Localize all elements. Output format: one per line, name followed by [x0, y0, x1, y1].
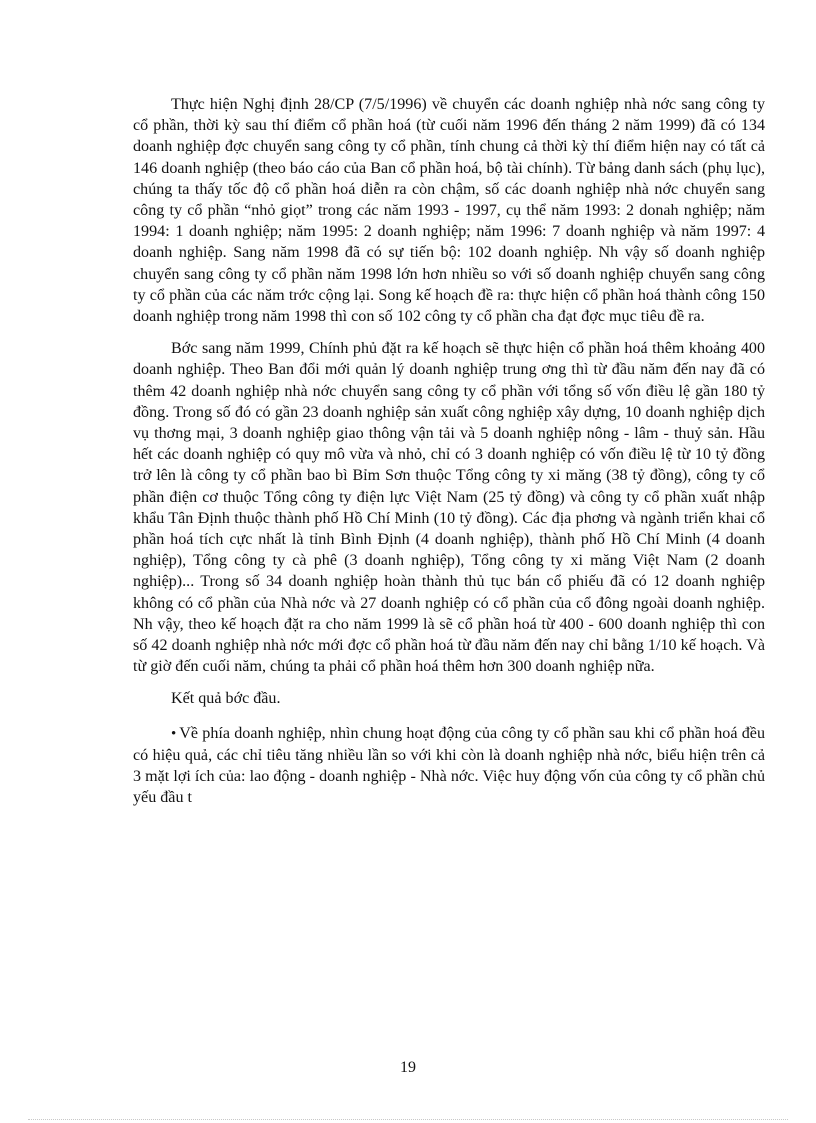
paragraph-1: Thực hiện Nghị định 28/CP (7/5/1996) về chuyển các doanh nghiệp nhà nớc sang công ty cổ phần, thời kỳ sau thí điểm cổ phần hoá (từ cuối năm 1996 đến tháng 2 năm 1999) đã có 134 doanh nghiệp đợc chuyển sang công ty cổ phần, tính chung cả thời kỳ thí điểm hiện nay có tất cả 146 doanh nghiệp (theo báo cáo của Ban cổ phần hoá, bộ tài chính). Từ bảng danh sách (phụ lục), chúng ta thấy tốc độ cổ phần hoá diễn ra còn chậm, số các doanh nghiệp nhà nớc chuyển sang công ty cổ phần “nhỏ giọt” trong các năm 1993 - 1997, cụ thể năm 1993: 2 donah nghiệp; năm 1994: 1 doanh nghiệp; năm 1995: 2 doanh nghiệp; năm 1996: 7 doanh nghiệp và năm 1997: 4 doanh nghiệp. Sang năm 1998 đã có sự tiến bộ: 102 doanh nghiệp. Nh vậy số doanh nghiệp chuyển sang công ty cổ phần năm 1998 lớn hơn nhiều so với số doanh nghiệp chuyển sang công ty cổ phần của các năm trớc cộng lại. Song kế hoạch đề ra: thực hiện cổ phần hoá thành công 150 doanh nghiệp trong năm 1998 thì con số 102 công ty cổ phần cha đạt đợc mục tiêu đề ra. — [133, 96, 765, 326]
bullet-paragraph — [133, 723, 765, 809]
section-heading: Kết quả bớc đầu. — [171, 690, 281, 708]
paragraph-2: Bớc sang năm 1999, Chính phủ đặt ra kế hoạch sẽ thực hiện cổ phần hoá thêm khoảng 400 doanh nghiệp. Theo Ban đổi mới quản lý doanh nghiệp trung ơng thì từ đầu năm đến nay đã có thêm 42 doanh nghiệp nhà nớc chuyển sang công ty cổ phần với tổng số vốn điều lệ gần 180 tỷ đồng. Trong số đó có gần 23 doanh nghiệp sản xuất công nghiệp xây dựng, 10 doanh nghiệp dịch vụ thơng mại, 3 doanh nghiệp giao thông vận tải và 5 doanh nghiệp nông - lâm - thuỷ sản. Hầu hết các doanh nghiệp có quy mô vừa và nhỏ, chỉ có 3 doanh nghiệp có vốn điều lệ từ 10 tỷ đồng trở lên là công ty cổ phần bao bì Bỉm Sơn thuộc Tổng công ty xi măng (38 tỷ đồng), công ty cổ phần điện cơ thuộc Tổng công ty điện lực Việt Nam (25 tỷ đồng) và công ty cổ phần xuất nhập khẩu Tân Định thuộc thành phố Hồ Chí Minh (10 tỷ đồng). Các địa phơng và ngành triển khai cổ phần hoá tích cực nhất là tỉnh Bình Định (4 doanh nghiệp), thành phố Hồ Chí Minh (4 doanh nghiệp), Tổng công ty cà phê (3 doanh nghiệp), Tổng công ty xi măng Việt Nam (2 doanh nghiệp)... Trong số 34 doanh nghiệp hoàn thành thủ tục bán cổ phiếu đã có 12 doanh nghiệp không có cổ phần của Nhà nớc và 27 doanh nghiệp có cổ phần của cổ đông ngoài doanh nghiệp. Nh vậy, theo kế hoạch đặt ra cho năm 1999 là sẽ cổ phần hoá từ 400 - 600 doanh nghiệp thì con số 42 doanh nghiệp nhà nớc mới đợc cổ phần hoá từ đầu năm đến nay chỉ bằng 1/10 kế hoạch. Và từ giờ đến cuối năm, chúng ta phải cổ phần hoá thêm hơn 300 doanh nghiệp nữa. — [133, 340, 765, 676]
page-number: 19 — [400, 1059, 416, 1076]
body-text — [133, 94, 765, 820]
bullet-paragraph-text: Về phía doanh nghiệp, nhìn chung hoạt động của công ty cổ phần sau khi cổ phần hoá đều có hiệu quả, các chỉ tiêu tăng nhiều lần so với khi còn là doanh nghiệp nhà nớc, biểu hiện trên cả 3 mặt lợi ích của: lao động - doanh nghiệp - Nhà nớc. Việc huy động vốn của công ty cổ phần chủ yếu đầu t — [133, 724, 765, 807]
bullet-icon: • — [171, 725, 177, 742]
page-bottom-divider — [28, 1119, 788, 1120]
